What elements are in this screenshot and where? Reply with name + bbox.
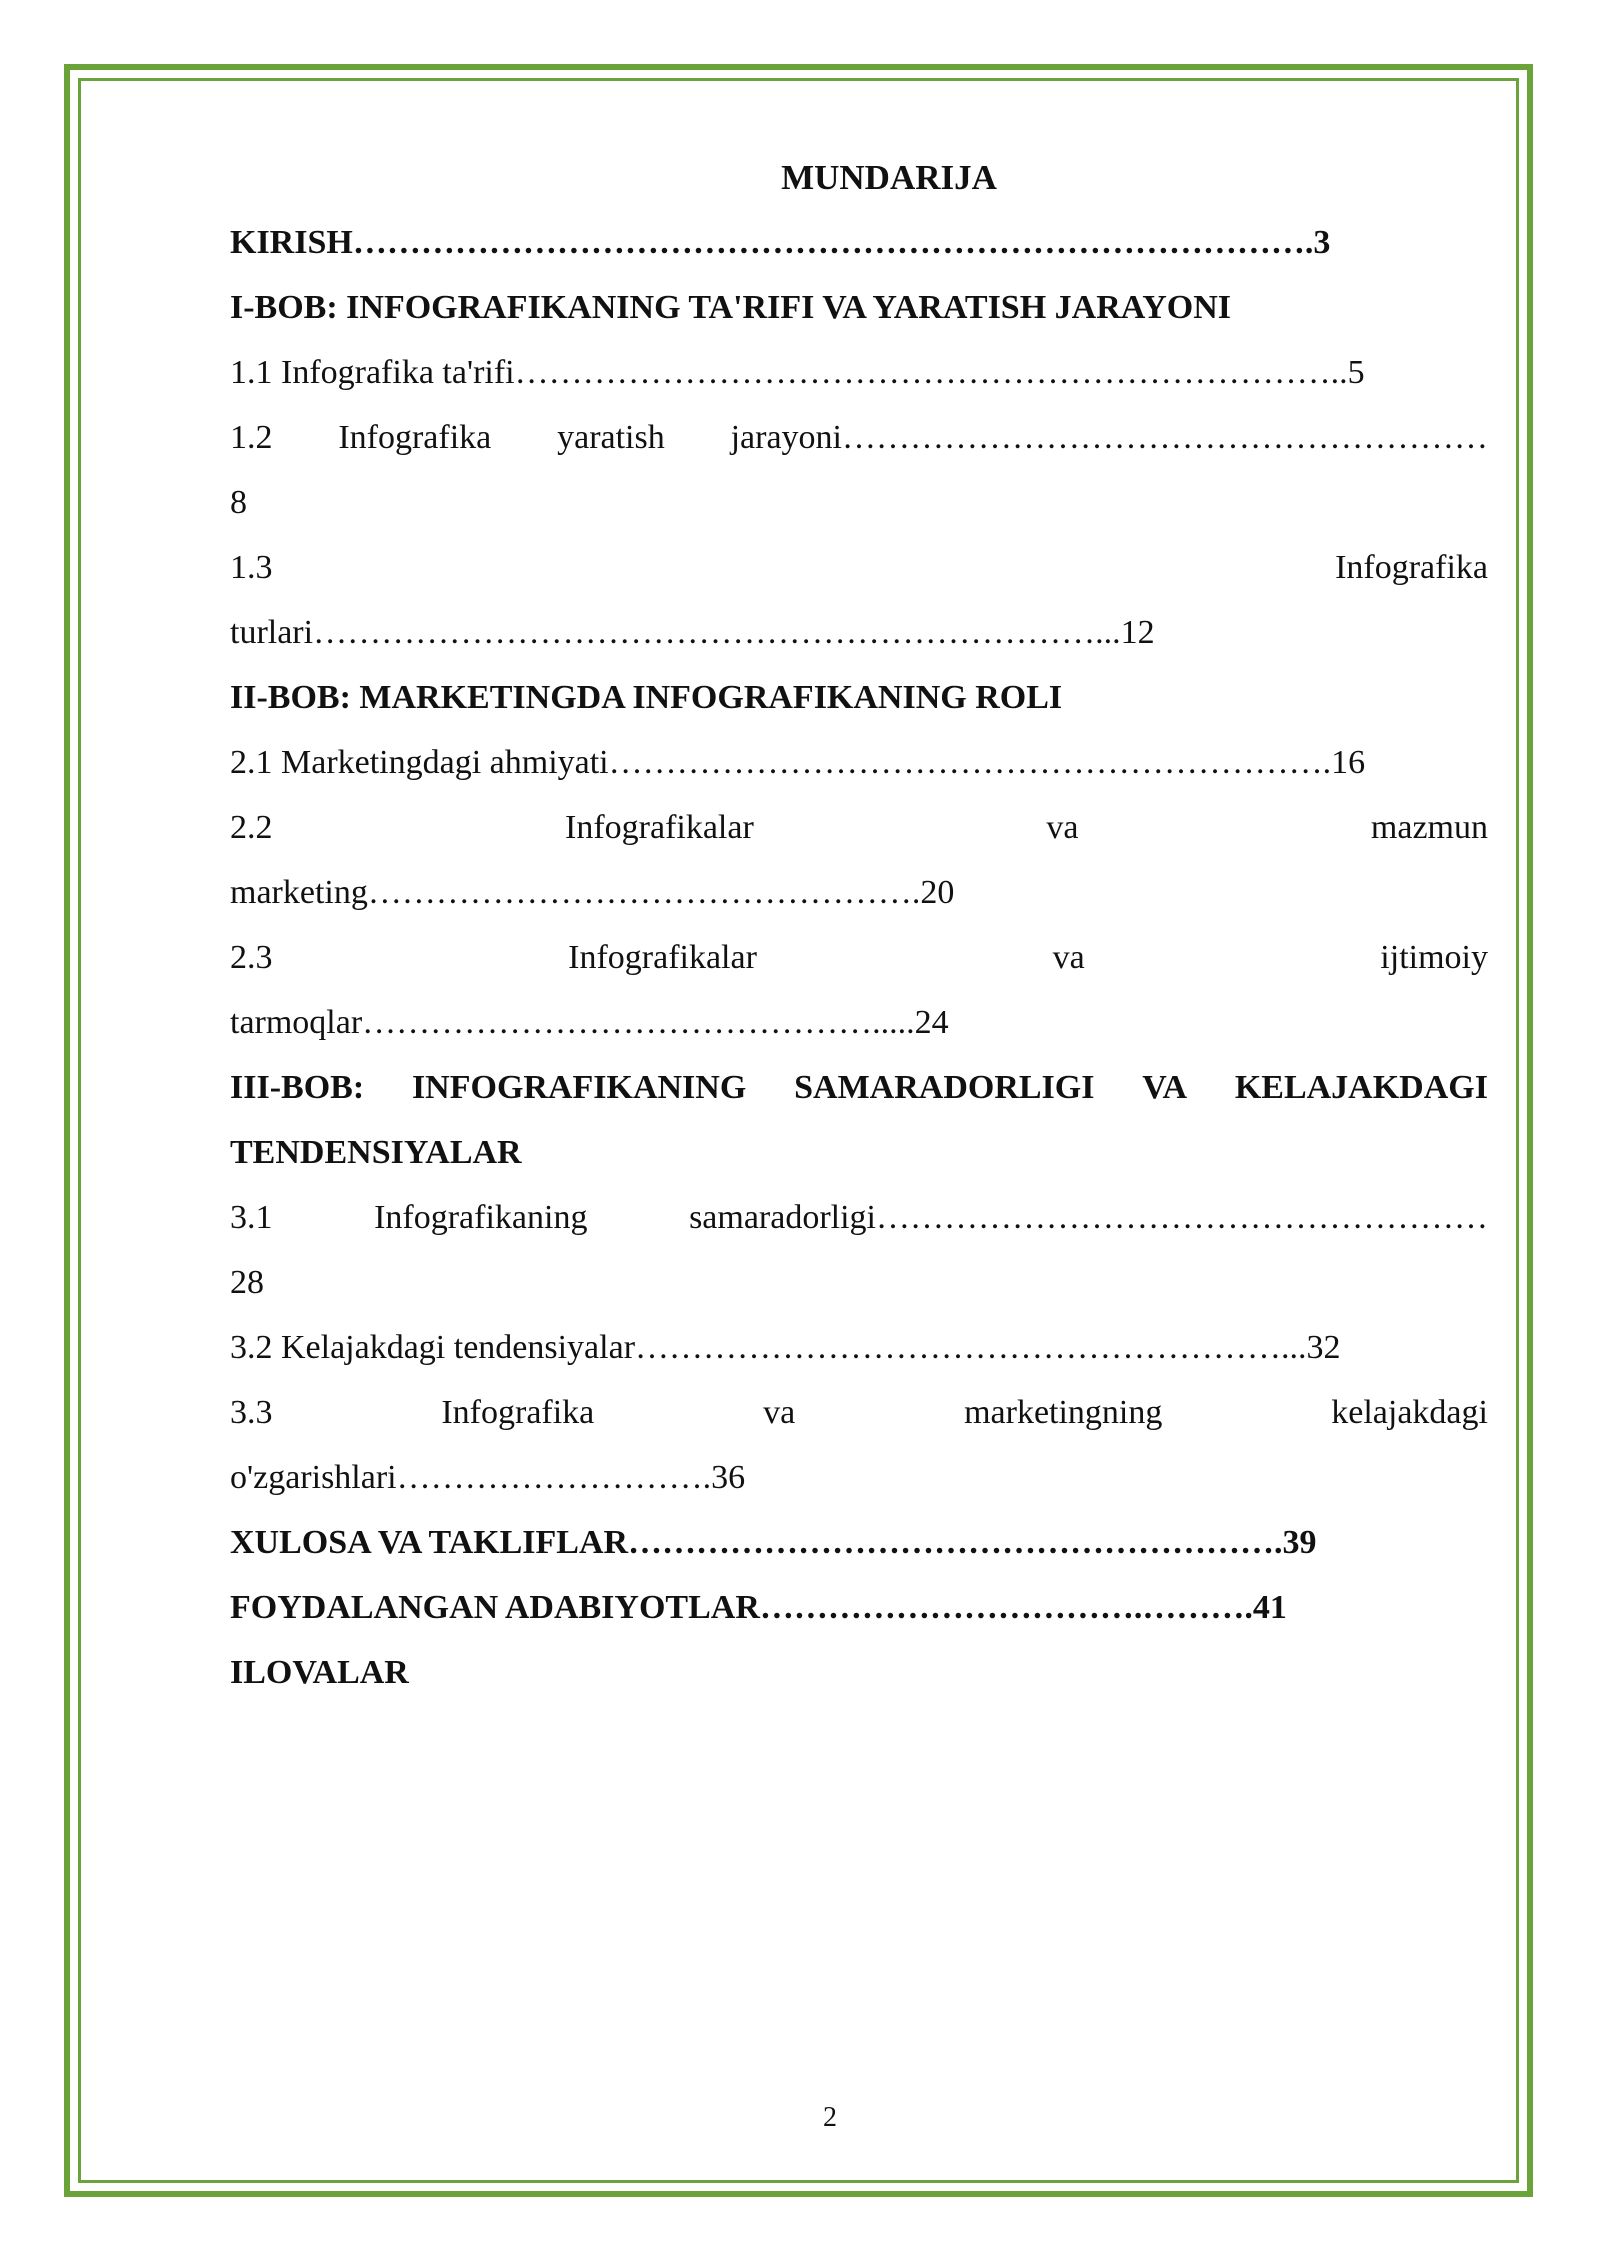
toc-entry-3-1-word-2: samaradorligi……………………………………………… — [689, 1199, 1488, 1236]
toc-entry-2-3-word-3: ijtimoiy — [1380, 939, 1488, 976]
toc-chapter-3-word-2: INFOGRAFIKANING — [411, 1069, 747, 1106]
toc-entry-ilovalar: ILOVALAR — [230, 1654, 409, 1691]
toc-chapter-3-word-1: III-BOB: — [230, 1069, 365, 1106]
toc-entry-1-3-number: 1.3 — [230, 549, 273, 586]
toc-entry-1-3-word-1: Infografika — [1335, 549, 1488, 586]
toc-entry-1-2-number: 1.2 — [230, 419, 273, 456]
toc-entry-1-2-word-3: jarayoni………………………………………………… — [730, 419, 1488, 456]
toc-entry-3-1-number: 3.1 — [230, 1199, 273, 1236]
toc-entry-2-3-word-2: va — [1052, 939, 1085, 976]
toc-entry-2-3-number: 2.3 — [230, 939, 273, 976]
toc-entry-1-2 — [230, 405, 1488, 470]
toc-entry-3-3-continuation: o'zgarishlari……………………….36 — [230, 1459, 746, 1496]
toc-entry-2-2-continuation: marketing………………………………………….20 — [230, 874, 955, 911]
toc-entry-2-3 — [230, 925, 1488, 990]
toc-entry-xulosa: XULOSA VA TAKLIFLAR………………………………………………….39 — [230, 1524, 1317, 1561]
toc-entry-3-3-word-3: marketingning — [964, 1394, 1163, 1431]
toc-entry-3-3-word-4: kelajakdagi — [1331, 1394, 1488, 1431]
toc-entry-2-3-word-1: Infografikalar — [568, 939, 757, 976]
toc-entry-1-1: 1.1 Infografika ta'rifi………………………………………………………………..5 — [230, 354, 1365, 391]
toc-entry-2-2-number: 2.2 — [230, 809, 273, 846]
toc-entry-3-1-word-1: Infografikaning — [374, 1199, 588, 1236]
toc-entry-3-3-word-2: va — [763, 1394, 796, 1431]
toc-chapter-2-title: II-BOB: MARKETINGDA INFOGRAFIKANING ROLI — [230, 679, 1063, 716]
toc-chapter-3-word-3: SAMARADORLIGI — [794, 1069, 1095, 1106]
table-of-contents — [230, 145, 1488, 1705]
page-number: 2 — [823, 2102, 837, 2133]
toc-entry-1-3 — [230, 535, 1488, 600]
toc-chapter-1-title: I-BOB: INFOGRAFIKANING TA'RIFI VA YARATISH JARAYONI — [230, 289, 1231, 326]
toc-entry-3-3-number: 3.3 — [230, 1394, 273, 1431]
toc-entry-1-2-word-2: yaratish — [557, 419, 665, 456]
toc-entry-kirish: KIRISH………………………………………………………………………….3 — [230, 224, 1331, 261]
toc-entry-1-3-continuation: turlari……………………………………………………………...12 — [230, 614, 1155, 651]
toc-chapter-3-title — [230, 1055, 1488, 1120]
toc-chapter-3-continuation: TENDENSIYALAR — [230, 1134, 522, 1171]
toc-title: MUNDARIJA — [781, 158, 997, 197]
toc-entry-1-2-word-1: Infografika — [338, 419, 492, 456]
toc-entry-3-2: 3.2 Kelajakdagi tendensiyalar…………………………………………………...32 — [230, 1329, 1341, 1366]
toc-entry-2-2-word-3: mazmun — [1370, 809, 1488, 846]
toc-entry-2-2-word-2: va — [1046, 809, 1079, 846]
toc-entry-3-3 — [230, 1380, 1488, 1445]
toc-entry-1-2-page: 8 — [230, 484, 247, 521]
toc-entry-2-1: 2.1 Marketingdagi ahmiyati……………………………………………………….16 — [230, 744, 1366, 781]
toc-entry-3-1 — [230, 1185, 1488, 1250]
toc-entry-2-2 — [230, 795, 1488, 860]
toc-entry-foydalangan: FOYDALANGAN ADABIYOTLAR…………………………….……….41 — [230, 1589, 1287, 1626]
toc-entry-2-2-word-1: Infografikalar — [565, 809, 754, 846]
toc-chapter-3-word-4: VA — [1142, 1069, 1188, 1106]
toc-entry-3-1-page: 28 — [230, 1264, 264, 1301]
toc-entry-3-3-word-1: Infografika — [441, 1394, 595, 1431]
toc-entry-2-3-continuation: tarmoqlar……………………………………….....24 — [230, 1004, 949, 1041]
toc-chapter-3-word-5: KELAJAKDAGI — [1234, 1069, 1488, 1106]
